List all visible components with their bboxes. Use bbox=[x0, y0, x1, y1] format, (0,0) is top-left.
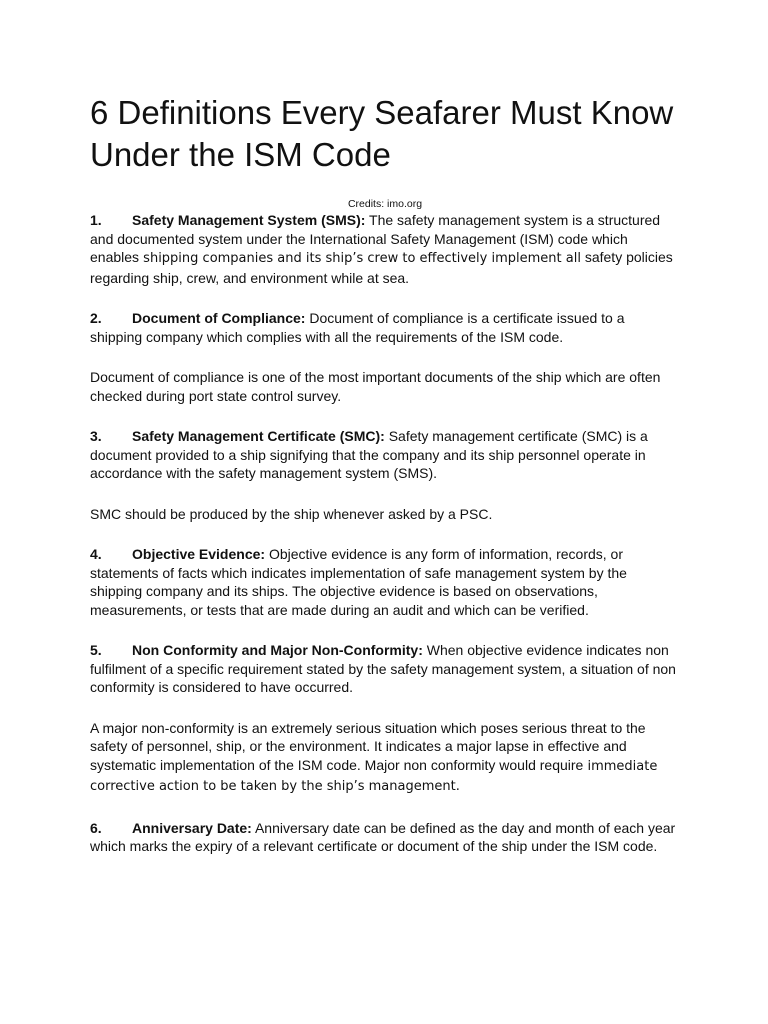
definition-term: Document of Compliance: bbox=[132, 310, 306, 326]
definition-5 bbox=[90, 641, 680, 697]
definition-term: Non Conformity and Major Non-Conformity: bbox=[132, 642, 423, 658]
definition-text: Document of compliance is a certificate issued to a shipping company which complies with all the requirements of the ISM code. bbox=[90, 310, 625, 345]
document-title: 6 Definitions Every Seafarer Must Know Under the ISM Code bbox=[90, 94, 674, 173]
definition-number: 4. bbox=[90, 546, 102, 562]
definition-number: 2. bbox=[90, 310, 102, 326]
definition-term: Safety Management System (SMS): bbox=[132, 212, 366, 228]
credits-line: Credits: imo.org bbox=[347, 198, 423, 210]
definition-text: A major non-conformity is an extremely serious situation which poses serious threat to the safety of personnel, ship, or the environment. It indicates a major lapse in effective and systematic implementation of the ISM code. Major non conformity would require bbox=[90, 719, 646, 773]
definition-5-extra bbox=[90, 719, 680, 797]
definition-6 bbox=[90, 819, 680, 856]
definition-1 bbox=[90, 211, 680, 287]
definition-4 bbox=[90, 545, 680, 619]
definition-3 bbox=[90, 427, 680, 483]
definition-number: 5. bbox=[90, 642, 102, 658]
document-page bbox=[90, 92, 680, 878]
definition-term: Safety Management Certificate (SMC): bbox=[132, 428, 385, 444]
definition-term: Objective Evidence: bbox=[132, 546, 266, 562]
definition-number: 1. bbox=[90, 212, 102, 228]
definition-2-extra: Document of compliance is one of the most important documents of the ship which are often checked during port state control survey. bbox=[90, 369, 661, 404]
definition-text: Safety management certificate (SMC) is a document provided to a ship signifying that the company and its ship personnel operate in accordance with the safety management system (SMS). bbox=[90, 428, 648, 481]
definition-number: 3. bbox=[90, 428, 102, 444]
definition-text: shipping companies and its ship’s crew to effectively implement all bbox=[139, 251, 581, 266]
definition-3-extra: SMC should be produced by the ship whenever asked by a PSC. bbox=[90, 505, 493, 522]
definition-text: When objective evidence indicates non fulfilment of a specific requirement stated by the safety management system, a situation of non conformity is considered to have occurred. bbox=[90, 642, 676, 695]
definition-text: Objective evidence is any form of information, records, or statements of facts which indicates implementation of safe management system by the shipping company and its ships. The objective evidence is based on observations, measurements, or tests that are made during an audit and which can be verified. bbox=[90, 546, 627, 618]
definition-2 bbox=[90, 309, 680, 346]
definition-term: Anniversary Date: bbox=[132, 819, 252, 836]
definition-text: safety policies regarding ship, crew, and environment while at sea. bbox=[90, 249, 673, 286]
definition-text: Anniversary date can be defined as the day and month of each year which marks the expiry of a relevant certificate or document of the ship under the ISM code. bbox=[90, 819, 676, 854]
definition-text: immediate corrective action to be taken by the ship’s management. bbox=[90, 758, 658, 794]
definition-number: 6. bbox=[90, 819, 102, 836]
definition-text: The safety management system is a structured and documented system under the International Safety Management (ISM) code which enables bbox=[90, 212, 661, 265]
